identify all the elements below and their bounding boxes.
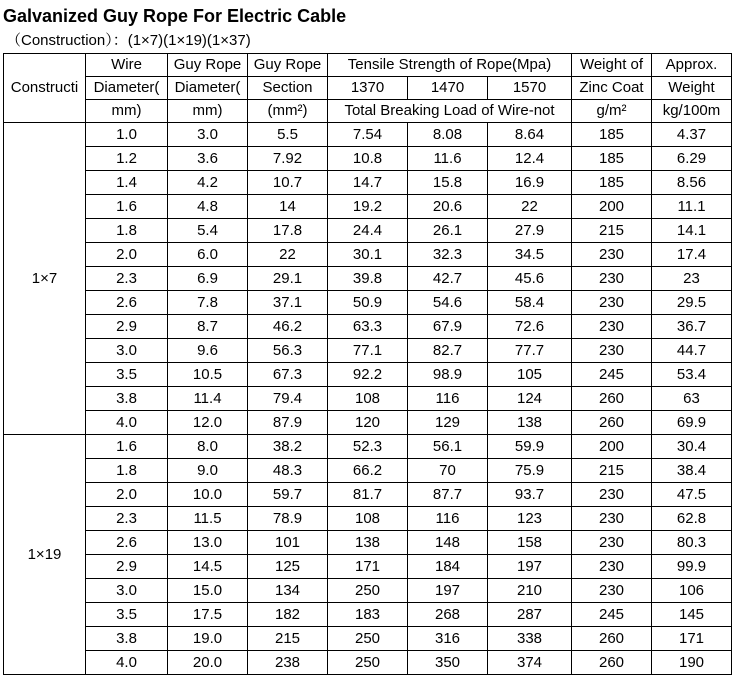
table-cell: 37.1 [248,291,328,315]
table-cell: 14.7 [328,171,408,195]
table-cell: 158 [488,531,572,555]
table-cell: 8.7 [168,315,248,339]
table-cell: 316 [408,627,488,651]
table-cell: 24.4 [328,219,408,243]
table-cell: 10.5 [168,363,248,387]
table-cell: 79.4 [248,387,328,411]
table-cell: 82.7 [408,339,488,363]
table-cell: 245 [572,363,652,387]
table-row [4,291,732,315]
header-tensile-1570: 1570 [488,77,572,100]
table-cell: 26.1 [408,219,488,243]
table-row [4,387,732,411]
table-row [4,171,732,195]
table-cell: 46.2 [248,315,328,339]
table-cell: 171 [652,627,732,651]
table-cell: 69.9 [652,411,732,435]
table-cell: 12.0 [168,411,248,435]
table-cell: 210 [488,579,572,603]
table-cell: 3.8 [86,387,168,411]
table-cell: 36.7 [652,315,732,339]
table-cell: 6.29 [652,147,732,171]
table-cell: 197 [488,555,572,579]
table-cell: 5.4 [168,219,248,243]
header-rope-section-2: Section [248,77,328,100]
table-cell: 230 [572,315,652,339]
table-cell: 4.37 [652,123,732,147]
table-cell: 56.3 [248,339,328,363]
table-cell: 338 [488,627,572,651]
table-cell: 2.9 [86,555,168,579]
table-cell: 17.4 [652,243,732,267]
table-cell: 230 [572,579,652,603]
table-cell: 15.8 [408,171,488,195]
table-cell: 4.2 [168,171,248,195]
table-cell: 10.0 [168,483,248,507]
table-cell: 182 [248,603,328,627]
table-cell: 2.3 [86,267,168,291]
table-cell: 4.0 [86,651,168,675]
header-breaking-load: Total Breaking Load of Wire-not [328,100,572,123]
table-cell: 14.5 [168,555,248,579]
table-cell: 3.0 [86,579,168,603]
table-cell: 106 [652,579,732,603]
table-cell: 19.2 [328,195,408,219]
header-tensile-1470: 1470 [408,77,488,100]
header-weight-3: kg/100m [652,100,732,123]
table-cell: 38.2 [248,435,328,459]
table-cell: 29.5 [652,291,732,315]
table-cell: 9.6 [168,339,248,363]
table-row [4,435,732,459]
table-cell: 93.7 [488,483,572,507]
table-cell: 4.8 [168,195,248,219]
table-cell: 3.5 [86,363,168,387]
table-cell: 134 [248,579,328,603]
table-row [4,315,732,339]
table-cell: 260 [572,651,652,675]
table-cell: 2.6 [86,291,168,315]
header-tensile-1370: 1370 [328,77,408,100]
table-row [4,531,732,555]
table-cell: 101 [248,531,328,555]
table-cell: 10.8 [328,147,408,171]
table-cell: 10.7 [248,171,328,195]
table-cell: 116 [408,507,488,531]
table-cell: 250 [328,627,408,651]
table-cell: 184 [408,555,488,579]
table-cell: 87.7 [408,483,488,507]
table-cell: 2.3 [86,507,168,531]
table-cell: 38.4 [652,459,732,483]
table-cell: 185 [572,123,652,147]
table-cell: 44.7 [652,339,732,363]
table-cell: 268 [408,603,488,627]
header-wire-diameter-2: Diameter( [86,77,168,100]
table-row [4,243,732,267]
table-cell: 230 [572,243,652,267]
table-cell: 11.5 [168,507,248,531]
table-row [4,411,732,435]
table-cell: 215 [572,219,652,243]
header-weight-2: Weight [652,77,732,100]
table-cell: 78.9 [248,507,328,531]
table-cell: 75.9 [488,459,572,483]
table-cell: 1.6 [86,195,168,219]
table-cell: 3.8 [86,627,168,651]
header-zinc-1: Weight of [572,54,652,77]
table-cell: 15.0 [168,579,248,603]
table-cell: 129 [408,411,488,435]
table-row [4,459,732,483]
table-cell: 124 [488,387,572,411]
table-cell: 56.1 [408,435,488,459]
table-cell: 63 [652,387,732,411]
table-cell: 7.92 [248,147,328,171]
table-cell: 148 [408,531,488,555]
table-cell: 108 [328,507,408,531]
table-cell: 9.0 [168,459,248,483]
header-zinc-3: g/m² [572,100,652,123]
table-cell: 72.6 [488,315,572,339]
table-row [4,267,732,291]
table-cell: 171 [328,555,408,579]
construction-cell: 1×7 [4,123,86,435]
table-cell: 1.4 [86,171,168,195]
table-cell: 7.54 [328,123,408,147]
table-cell: 20.0 [168,651,248,675]
table-cell: 6.0 [168,243,248,267]
table-cell: 3.0 [86,339,168,363]
table-cell: 29.1 [248,267,328,291]
table-cell: 11.4 [168,387,248,411]
table-cell: 230 [572,291,652,315]
table-cell: 1.2 [86,147,168,171]
table-row [4,339,732,363]
table-cell: 11.1 [652,195,732,219]
table-cell: 260 [572,387,652,411]
table-cell: 52.3 [328,435,408,459]
table-cell: 108 [328,387,408,411]
table-cell: 2.0 [86,243,168,267]
table-cell: 12.4 [488,147,572,171]
table-cell: 59.9 [488,435,572,459]
table-cell: 2.6 [86,531,168,555]
table-cell: 77.7 [488,339,572,363]
table-cell: 32.3 [408,243,488,267]
table-cell: 1.0 [86,123,168,147]
table-cell: 2.9 [86,315,168,339]
table-cell: 230 [572,531,652,555]
table-cell: 70 [408,459,488,483]
table-cell: 63.3 [328,315,408,339]
table-cell: 215 [248,627,328,651]
table-row [4,627,732,651]
table-cell: 67.9 [408,315,488,339]
table-cell: 7.8 [168,291,248,315]
table-cell: 190 [652,651,732,675]
table-cell: 105 [488,363,572,387]
table-cell: 58.4 [488,291,572,315]
table-cell: 30.1 [328,243,408,267]
table-cell: 22 [248,243,328,267]
table-cell: 116 [408,387,488,411]
table-cell: 54.6 [408,291,488,315]
table-row [4,147,732,171]
table-cell: 14 [248,195,328,219]
table-cell: 98.9 [408,363,488,387]
header-rope-diameter-2: Diameter( [168,77,248,100]
header-tensile-strength: Tensile Strength of Rope(Mpa) [328,54,572,77]
header-weight-1: Approx. [652,54,732,77]
table-row [4,507,732,531]
table-cell: 138 [488,411,572,435]
table-cell: 230 [572,507,652,531]
table-cell: 250 [328,651,408,675]
table-cell: 230 [572,483,652,507]
table-cell: 67.3 [248,363,328,387]
table-cell: 17.8 [248,219,328,243]
table-cell: 62.8 [652,507,732,531]
header-zinc-2: Zinc Coat [572,77,652,100]
table-cell: 45.6 [488,267,572,291]
table-cell: 1.8 [86,219,168,243]
table-cell: 260 [572,627,652,651]
table-cell: 230 [572,339,652,363]
table-cell: 92.2 [328,363,408,387]
header-rope-section-1: Guy Rope [248,54,328,77]
header-construction: Constructi [4,54,86,123]
table-row [4,123,732,147]
table-cell: 1.6 [86,435,168,459]
table-cell: 350 [408,651,488,675]
table-cell: 3.0 [168,123,248,147]
table-cell: 11.6 [408,147,488,171]
table-cell: 200 [572,435,652,459]
table-cell: 260 [572,411,652,435]
table-row [4,579,732,603]
table-cell: 80.3 [652,531,732,555]
table-cell: 215 [572,459,652,483]
table-cell: 8.0 [168,435,248,459]
table-cell: 27.9 [488,219,572,243]
table-cell: 20.6 [408,195,488,219]
table-cell: 13.0 [168,531,248,555]
header-rope-section-3: (mm²) [248,100,328,123]
header-wire-diameter-3: mm) [86,100,168,123]
table-cell: 1.8 [86,459,168,483]
table-cell: 39.8 [328,267,408,291]
table-row [4,195,732,219]
table-cell: 50.9 [328,291,408,315]
table-cell: 197 [408,579,488,603]
table-cell: 8.64 [488,123,572,147]
header-rope-diameter-3: mm) [168,100,248,123]
table-cell: 6.9 [168,267,248,291]
table-cell: 125 [248,555,328,579]
table-cell: 77.1 [328,339,408,363]
table-cell: 138 [328,531,408,555]
table-cell: 42.7 [408,267,488,291]
table-cell: 66.2 [328,459,408,483]
table-cell: 22 [488,195,572,219]
table-cell: 87.9 [248,411,328,435]
table-cell: 2.0 [86,483,168,507]
construction-subtitle: （Construction）：(1×7)(1×19)(1×37) [6,32,251,49]
table-cell: 16.9 [488,171,572,195]
table-cell: 4.0 [86,411,168,435]
guy-rope-table [3,53,732,675]
table-cell: 120 [328,411,408,435]
table-cell: 183 [328,603,408,627]
table-row [4,219,732,243]
table-cell: 8.08 [408,123,488,147]
table-cell: 185 [572,147,652,171]
table-cell: 123 [488,507,572,531]
table-cell: 374 [488,651,572,675]
table-cell: 59.7 [248,483,328,507]
table-cell: 287 [488,603,572,627]
table-cell: 3.6 [168,147,248,171]
table-cell: 185 [572,171,652,195]
table-row [4,651,732,675]
table-row [4,483,732,507]
table-cell: 34.5 [488,243,572,267]
table-row [4,363,732,387]
table-cell: 200 [572,195,652,219]
header-wire-diameter-1: Wire [86,54,168,77]
table-cell: 14.1 [652,219,732,243]
table-cell: 47.5 [652,483,732,507]
table-cell: 48.3 [248,459,328,483]
table-cell: 145 [652,603,732,627]
construction-cell: 1×19 [4,435,86,675]
table-cell: 23 [652,267,732,291]
table-cell: 81.7 [328,483,408,507]
table-cell: 230 [572,267,652,291]
table-cell: 5.5 [248,123,328,147]
header-rope-diameter-1: Guy Rope [168,54,248,77]
table-cell: 99.9 [652,555,732,579]
table-row [4,603,732,627]
page-title: Galvanized Guy Rope For Electric Cable [3,6,347,26]
table-cell: 245 [572,603,652,627]
table-cell: 17.5 [168,603,248,627]
table-cell: 230 [572,555,652,579]
table-cell: 8.56 [652,171,732,195]
table-row [4,555,732,579]
table-cell: 53.4 [652,363,732,387]
table-cell: 3.5 [86,603,168,627]
table-cell: 250 [328,579,408,603]
table-cell: 238 [248,651,328,675]
table-cell: 30.4 [652,435,732,459]
table-cell: 19.0 [168,627,248,651]
